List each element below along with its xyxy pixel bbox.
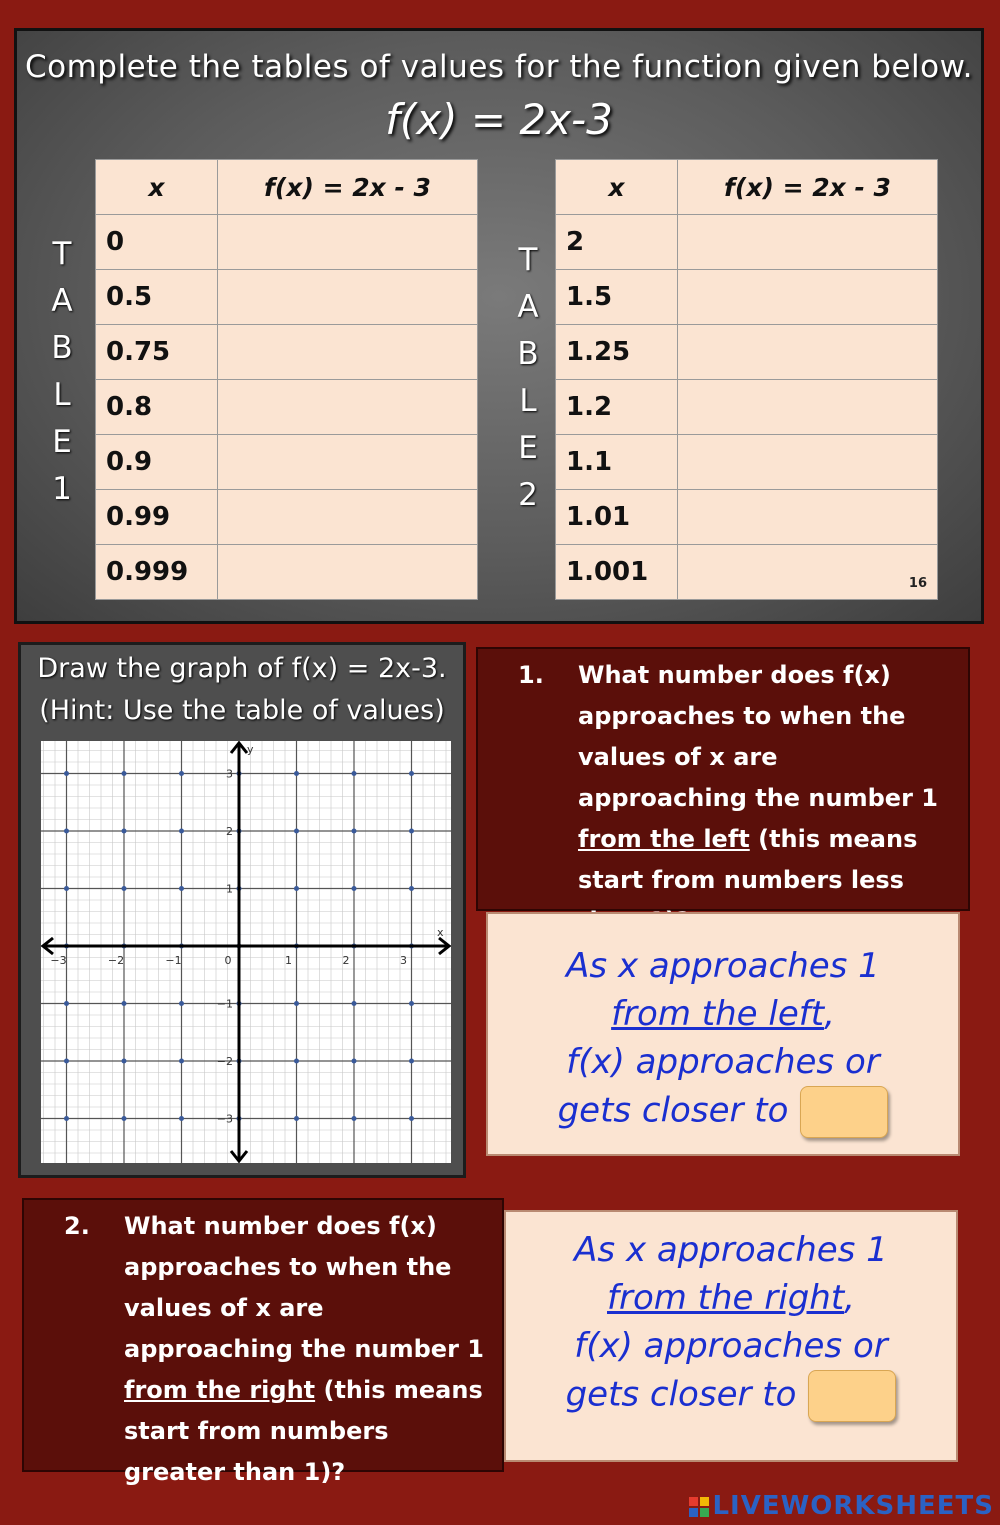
grid-point [352, 829, 357, 834]
grid-point [122, 1001, 127, 1006]
answer-2-box [504, 1210, 958, 1462]
y-tick-label: −3 [216, 1112, 233, 1126]
answer-cell[interactable] [218, 545, 478, 600]
graph-hint: (Hint: Use the table of values) [39, 695, 445, 726]
table-row [96, 270, 478, 325]
grid-point [64, 771, 69, 776]
table-row [96, 545, 478, 600]
grid-point [64, 1001, 69, 1006]
question-text: What number does f(x) approaches to when the values of x are approaching the number 1 from the left (this means start from numbers less [578, 661, 938, 894]
table1-side-label: T A B L E 1 [51, 236, 73, 507]
x-value: 1.25 [556, 325, 678, 380]
grid-point [122, 829, 127, 834]
grid-point [179, 1059, 184, 1064]
table-row [556, 435, 938, 490]
table2-side-label: T A B L E 2 [517, 242, 539, 513]
answer-input-1[interactable] [800, 1086, 888, 1138]
grid-point [294, 1059, 299, 1064]
answer-line: As x approaches 1 [574, 1230, 888, 1270]
col-x-header: x [556, 160, 678, 215]
grid-point [294, 829, 299, 834]
grid-point [352, 886, 357, 891]
grid-point [352, 1059, 357, 1064]
answer-line: f(x) approaches or [566, 1042, 880, 1082]
table-header-row [96, 160, 478, 215]
grid-point [122, 886, 127, 891]
table1 [95, 159, 478, 600]
y-tick-label: 3 [226, 767, 233, 781]
grid-point [122, 1059, 127, 1064]
answer-cell[interactable] [678, 545, 938, 600]
x-tick-label: −1 [165, 954, 182, 967]
y-tick-label: 2 [226, 825, 233, 838]
grid-point [179, 829, 184, 834]
table2 [555, 159, 938, 600]
answer-1-box [486, 912, 960, 1156]
grid-point [409, 1001, 414, 1006]
table-row [556, 215, 938, 270]
x-tick-label: 2 [342, 954, 350, 967]
answer-input-2[interactable] [808, 1370, 896, 1422]
grid-point [122, 1116, 127, 1121]
answer-cell[interactable] [678, 490, 938, 545]
grid-point [352, 1001, 357, 1006]
x-value: 2 [556, 215, 678, 270]
x-value: 0.5 [96, 270, 218, 325]
x-tick-label: 0 [224, 954, 232, 967]
col-f-header: f(x) = 2x - 3 [678, 160, 938, 215]
answer-cell[interactable] [218, 435, 478, 490]
table-row [96, 325, 478, 380]
grid-point [409, 886, 414, 891]
grid-point [409, 771, 414, 776]
grid-point [64, 886, 69, 891]
col-x-header: x [96, 160, 218, 215]
instruction-text: Complete the tables of values for the function given below. [24, 49, 973, 85]
answer-cell[interactable] [678, 325, 938, 380]
x-value: 1.2 [556, 380, 678, 435]
grid-point [179, 1116, 184, 1121]
y-tick-label: −1 [216, 997, 233, 1011]
question-number: 1. [518, 661, 544, 689]
answer-cell[interactable] [678, 380, 938, 435]
answer-line: from the right, [607, 1278, 855, 1318]
page-number: 16 [908, 576, 927, 591]
answer-cell[interactable] [678, 435, 938, 490]
grid-point [294, 1116, 299, 1121]
watermark-text: LIVEWORKSHEETS [712, 1491, 994, 1521]
grid-point [352, 1116, 357, 1121]
table-row [556, 490, 938, 545]
grid-point [409, 1116, 414, 1121]
grid-point [179, 886, 184, 891]
answer-line: from the left, [611, 994, 835, 1034]
table-row [556, 325, 938, 380]
question-number: 2. [64, 1212, 90, 1240]
answer-cell[interactable] [218, 325, 478, 380]
function-title: f(x) = 2x-3 [385, 95, 613, 144]
y-axis-label: y [247, 743, 254, 756]
grid-point [409, 829, 414, 834]
x-tick-label: 3 [400, 954, 407, 967]
coordinate-grid[interactable] [41, 741, 451, 1163]
x-value: 1.5 [556, 270, 678, 325]
x-axis-label: x [437, 926, 444, 939]
question-1-box [476, 647, 970, 911]
graph-instruction: Draw the graph of f(x) = 2x-3. [37, 653, 447, 684]
grid-point [179, 1001, 184, 1006]
grid-point [64, 829, 69, 834]
x-value: 0.9 [96, 435, 218, 490]
y-tick-label: 1 [226, 882, 233, 896]
table-row [96, 380, 478, 435]
answer-line: As x approaches 1 [566, 946, 880, 986]
answer-cell[interactable] [218, 380, 478, 435]
grid-point [64, 1116, 69, 1121]
x-value: 0 [96, 215, 218, 270]
underlined-phrase: from the left [578, 825, 750, 853]
logo-icon [689, 1497, 709, 1517]
x-tick-label: −2 [107, 954, 125, 967]
grid-point [122, 771, 127, 776]
grid-point [409, 1059, 414, 1064]
grid-point [294, 1001, 299, 1006]
underlined-phrase: from the right [124, 1376, 316, 1404]
answer-cell[interactable] [218, 215, 478, 270]
answer-line: gets closer to [488, 1086, 958, 1138]
table-row [556, 545, 938, 600]
answer-line: gets closer to [506, 1370, 956, 1422]
x-value: 1.001 [556, 545, 678, 600]
grid-point [294, 886, 299, 891]
graph-panel [18, 642, 466, 1178]
grid-point [294, 771, 299, 776]
y-tick-label: −2 [216, 1055, 233, 1068]
answer-line: f(x) approaches or [574, 1326, 888, 1366]
answer-cell[interactable] [218, 490, 478, 545]
chalkboard-panel [14, 28, 984, 624]
col-f-header: f(x) = 2x - 3 [218, 160, 478, 215]
x-value: 0.999 [96, 545, 218, 600]
x-value: 0.99 [96, 490, 218, 545]
table-row [96, 215, 478, 270]
table-row [556, 380, 938, 435]
answer-cell[interactable] [678, 215, 938, 270]
x-value: 0.8 [96, 380, 218, 435]
answer-cell[interactable] [218, 270, 478, 325]
table-row [96, 435, 478, 490]
liveworksheets-logo [689, 1491, 994, 1521]
table-row [96, 490, 478, 545]
grid-point [64, 1059, 69, 1064]
grid-point [179, 771, 184, 776]
table-header-row [556, 160, 938, 215]
x-value: 1.01 [556, 490, 678, 545]
answer-cell[interactable] [678, 270, 938, 325]
x-tick-label: 1 [285, 954, 292, 967]
x-value: 0.75 [96, 325, 218, 380]
grid-point [352, 771, 357, 776]
x-value: 1.1 [556, 435, 678, 490]
question-text: What number does f(x) approaches to when the values of x are approaching the number 1 from the right (this means start from numbers greater than 1)? [124, 1212, 484, 1486]
table-row [556, 270, 938, 325]
question-2-box [22, 1198, 504, 1486]
x-tick-label: −3 [50, 954, 67, 967]
